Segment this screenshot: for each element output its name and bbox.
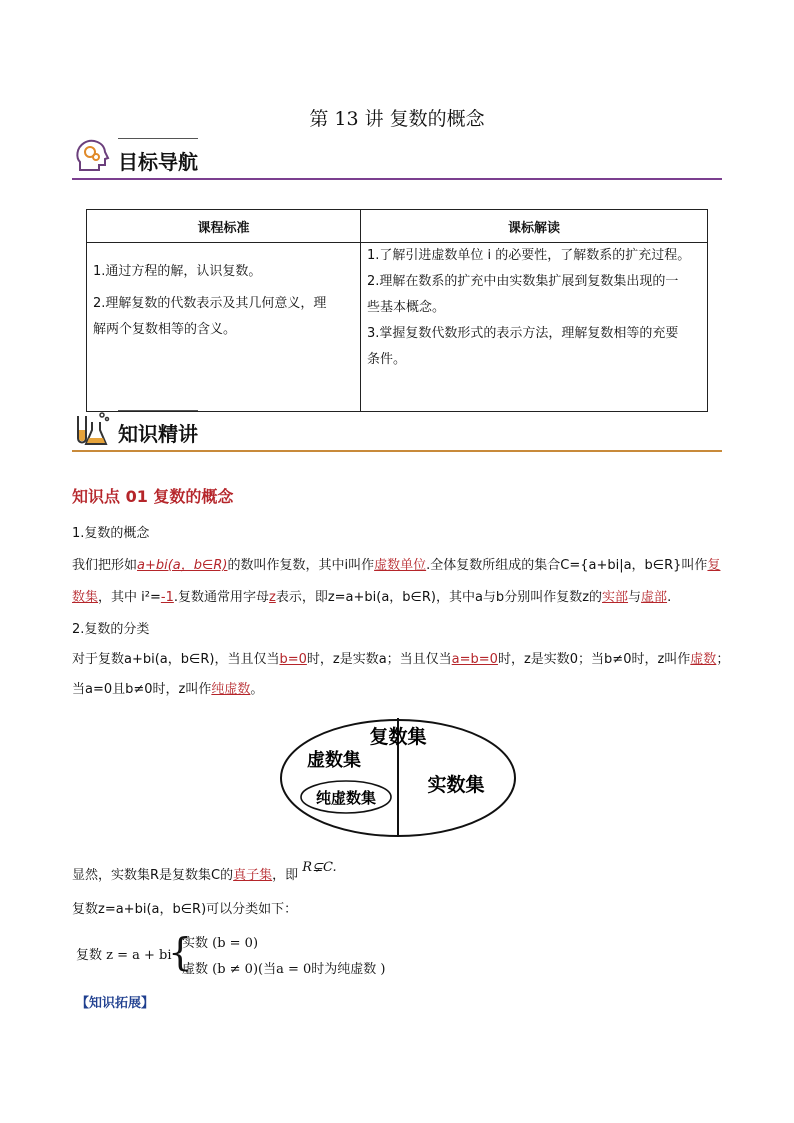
table-header: 课程标准 [87, 210, 361, 243]
formula-case-real: 实数 (b = 0) [182, 936, 259, 951]
section-rule [72, 450, 722, 452]
standard-item: 1.通过方程的解，认识复数。 [93, 264, 262, 279]
answer-blank: 虚数单位 [374, 558, 427, 573]
answer-blank: 虚数 [690, 652, 717, 667]
paragraph-line: 我们把形如a+bi(a，b∈R)的数叫作复数，其中i叫作虚数单位.全体复数所组成的集合C={a+bi|a，b∈R}叫作复 [72, 558, 721, 573]
brain-gears-icon [72, 136, 112, 176]
interpretation-item: 2.理解在数系的扩充中由实数集扩展到复数集出现的一 [367, 274, 679, 289]
paragraph-line: 显然，实数集R是复数集C的真子集，即 R⊊C. [72, 860, 337, 883]
decorative-line [118, 138, 198, 139]
answer-blank: a+bi(a，b∈R) [137, 558, 228, 573]
section-title: 知识精讲 [118, 422, 198, 446]
standard-item: 解两个复数相等的含义。 [93, 322, 237, 337]
subheading: 1.复数的概念 [72, 526, 150, 541]
label-complex-set: 复数集 [369, 726, 427, 748]
answer-blank: 实部 [602, 590, 629, 605]
page-title: 第 13 讲 复数的概念 [309, 108, 485, 130]
section-rule [72, 178, 722, 180]
subset-symbol: R⊊C. [302, 860, 337, 875]
section-header-goals [72, 136, 722, 180]
paragraph-line: 对于复数a+bi(a，b∈R)，当且仅当b=0时，z是实数a；当且仅当a=b=0时，z是实数0；当b≠0时，z叫作虚数； [72, 652, 730, 667]
label-pure-imaginary-set: 纯虚数集 [315, 789, 377, 807]
answer-blank: 复 [707, 558, 721, 573]
answer-blank: 纯虚数 [211, 682, 251, 697]
formula-case-imaginary: 虚数 (b ≠ 0)(当a = 0时为纯虚数 ) [182, 962, 386, 977]
interpretation-item: 些基本概念。 [367, 300, 446, 315]
section-title: 目标导航 [118, 150, 198, 174]
table-cell-interpretation [361, 243, 708, 412]
answer-blank: 真子集 [233, 868, 273, 883]
interpretation-item: 1.了解引进虚数单位 i 的必要性，了解数系的扩充过程。 [367, 248, 691, 263]
knowledge-point-title: 知识点 01 复数的概念 [72, 487, 234, 506]
answer-blank: -1 [160, 590, 174, 605]
paragraph-line: 当a=0且b≠0时，z叫作纯虚数。 [72, 682, 264, 697]
extension-label: 【知识拓展】 [76, 996, 155, 1011]
label-real-set: 实数集 [427, 774, 485, 796]
answer-blank: 虚部 [641, 590, 668, 605]
paragraph-line: 复数z=a+bi(a，b∈R)可以分类如下： [72, 902, 298, 917]
standard-item: 2.理解复数的代数表示及其几何意义，理 [93, 296, 327, 311]
lab-flask-icon [72, 408, 112, 448]
answer-blank: 数集 [72, 590, 99, 605]
table-cell-standards [87, 243, 361, 412]
decorative-line [118, 410, 198, 411]
label-imaginary-set: 虚数集 [307, 750, 361, 771]
paragraph-line: 数集，其中 i²=-1.复数通常用字母z表示，即z=a+bi(a，b∈R)，其中a与b分别叫作复数z的实部与虚部. [72, 590, 672, 605]
standards-table [86, 209, 708, 412]
answer-blank: z [268, 590, 276, 605]
table-header: 课标解读 [361, 210, 708, 243]
subheading: 2.复数的分类 [72, 622, 150, 637]
answer-blank: b=0 [279, 652, 307, 667]
interpretation-item: 3.掌握复数代数形式的表示方法，理解复数相等的充要 [367, 326, 679, 341]
section-header-knowledge [72, 408, 722, 452]
interpretation-item: 条件。 [367, 352, 407, 367]
brace-glyph: { [168, 930, 193, 974]
answer-blank: a=b=0 [451, 652, 498, 667]
formula-lead: 复数 z = a + bi [76, 948, 172, 963]
number-set-diagram [278, 714, 518, 838]
